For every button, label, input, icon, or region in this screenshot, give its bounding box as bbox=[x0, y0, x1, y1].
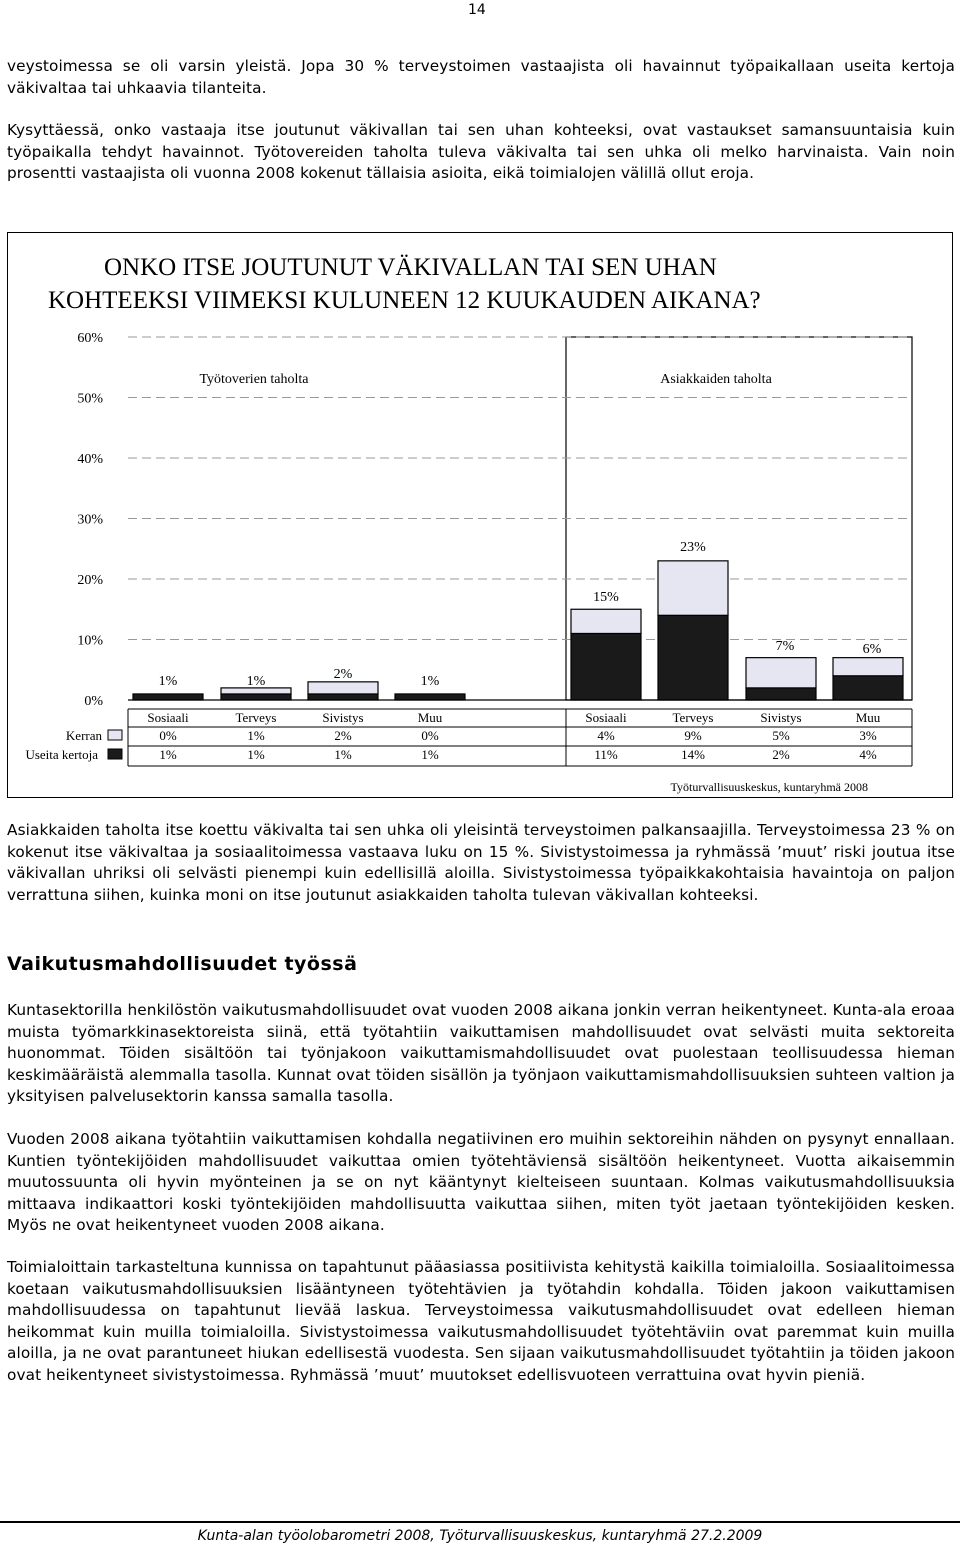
paragraph-2: Kysyttäessä, onko vastaaja itse joutunut väkivallan tai sen uhan kohteeksi, ovat vastaukset samansuuntaisia kuin työpaikalla tehdyt havainnot. Työtovereiden taholta tuleva väkivalta tai sen uhka oli melko harvinaista. Vain noin prosentti vastaajista oli vuonna 2008 kokenut tällaisia asioita, eikä toimialojen välillä ollut eroja. bbox=[7, 121, 955, 183]
bar-total-label: 1% bbox=[246, 674, 266, 689]
bar-kerran bbox=[308, 682, 378, 694]
bar-kerran bbox=[833, 658, 903, 676]
category-label: Sosiaali bbox=[585, 710, 627, 725]
y-tick-label: 50% bbox=[77, 391, 103, 407]
table-cell-kerran: 9% bbox=[684, 728, 702, 743]
table-cell-useita: 11% bbox=[594, 747, 618, 762]
y-tick-label: 20% bbox=[77, 573, 103, 588]
bar-useita bbox=[746, 688, 816, 700]
table-cell-useita: 1% bbox=[159, 747, 177, 762]
bar-kerran bbox=[746, 658, 816, 688]
y-tick-label: 30% bbox=[77, 512, 103, 528]
category-label: Terveys bbox=[672, 710, 714, 725]
table-cell-kerran: 0% bbox=[421, 728, 439, 743]
table-cell-useita: 4% bbox=[859, 747, 877, 762]
category-label: Muu bbox=[855, 710, 881, 725]
footer-rule bbox=[0, 1521, 960, 1523]
table-cell-kerran: 4% bbox=[597, 728, 615, 743]
category-label: Sosiaali bbox=[147, 710, 189, 725]
bar-useita bbox=[133, 694, 203, 700]
bar-kerran bbox=[571, 609, 641, 633]
chart-title-line-2: KOHTEEKSI VIIMEKSI KULUNEEN 12 KUUKAUDEN AIKANA? bbox=[48, 287, 761, 314]
category-label: Muu bbox=[417, 710, 443, 725]
bar-total-label: 2% bbox=[333, 667, 353, 682]
chart-container bbox=[7, 232, 953, 798]
bar-useita bbox=[395, 694, 465, 700]
y-tick-label: 10% bbox=[77, 633, 103, 649]
table-cell-useita: 1% bbox=[247, 747, 265, 762]
legend-label-useita: Useita kertoja bbox=[25, 747, 98, 762]
bar-useita bbox=[221, 694, 291, 700]
bar-total-label: 6% bbox=[862, 642, 882, 657]
table-cell-kerran: 5% bbox=[772, 728, 790, 743]
footer: Kunta-alan työolobarometri 2008, Työturvallisuuskeskus, kuntaryhmä 27.2.2009 bbox=[197, 1528, 763, 1544]
table-cell-useita: 14% bbox=[681, 747, 705, 762]
bar-total-label: 15% bbox=[593, 590, 619, 605]
paragraph-4: Kuntasektorilla henkilöstön vaikutusmahdollisuudet ovat vuoden 2008 aikana jonkin verran heikentyneet. Kunta-ala eroaa muista työmarkkinasektoreista siinä, että työtahtiin vaikuttamisen mahdollisuudet ovat selvästi muita sektoreita huonommat. Töiden sisältöön tai työnjakoon vaikuttamismahdollisuudet ovat puolestaan teollisuudessa hieman keskimääräistä alemmalla tasolla. Kunnat ovat töiden sisällön ja työnjaon vaikuttamismahdollisuuksien suhteen valtion ja yksityisen palvelusektorin kanssa samalla tasolla. bbox=[7, 1001, 956, 1106]
chart-title-line-1: ONKO ITSE JOUTUNUT VÄKIVALLAN TAI SEN UHAN bbox=[104, 254, 717, 281]
y-tick-label: 40% bbox=[77, 452, 103, 467]
bar-total-label: 23% bbox=[680, 540, 706, 555]
bar-total-label: 1% bbox=[158, 674, 178, 689]
paragraph-1: veystoimessa se oli varsin yleistä. Jopa 30 % terveystoimen vastaajista oli havainnut työpaikallaan useita kertoja väkivaltaa tai uhkaavia tilanteita. bbox=[7, 57, 955, 97]
violence-chart bbox=[8, 233, 954, 799]
legend-swatch-kerran bbox=[108, 730, 122, 740]
bar-total-label: 7% bbox=[775, 639, 795, 654]
category-label: Sivistys bbox=[322, 710, 364, 725]
section-heading: Vaikutusmahdollisuudet työssä bbox=[7, 953, 358, 975]
table-cell-useita: 1% bbox=[334, 747, 352, 762]
table-cell-useita: 1% bbox=[421, 747, 439, 762]
bar-kerran bbox=[658, 561, 728, 615]
legend-label-kerran: Kerran bbox=[65, 728, 102, 743]
category-label: Terveys bbox=[235, 710, 277, 725]
group-label: Asiakkaiden taholta bbox=[660, 372, 772, 387]
table-cell-kerran: 3% bbox=[859, 728, 877, 743]
group-label: Työtoverien taholta bbox=[199, 372, 309, 387]
table-cell-kerran: 1% bbox=[247, 728, 265, 743]
y-tick-label: 0% bbox=[84, 694, 103, 709]
paragraph-6: Toimialoittain tarkasteltuna kunnissa on tapahtunut pääasiassa positiivista kehitystä kaikilla toimialoilla. Sosiaalitoimessa koetaan vaikutusmahdollisuuksien lisääntyneen työtehtävien ja työtahdin kohdalla. Töiden jakoon vaikuttamisen mahdollisuudessa on tapahtunut lievää laskua. Terveystoimessa vaikutusmahdollisuudet ovat edelleen hieman heikommat kuin muilla toimialoilla. Sivistystoimessa vaikutusmahdollisuudet työtehtäviin ovat paremmat kuin muilla aloilla, ja ne ovat parantuneet hiukan edellisestä vuodesta. Sen sijaan vaikutusmahdollisuudet työtahtiin ja töiden jakoon ovat heikentyneet sivistystoimessa. Ryhmässä ’muut’ muutokset edellisvuoteen verrattuina ovat hyvin pieniä. bbox=[7, 1258, 955, 1384]
chart-source: Työturvallisuuskeskus, kuntaryhmä 2008 bbox=[670, 780, 868, 794]
bar-useita bbox=[658, 615, 728, 700]
table-cell-kerran: 2% bbox=[334, 728, 352, 743]
bar-total-label: 1% bbox=[420, 674, 440, 689]
y-tick-label: 60% bbox=[77, 331, 103, 346]
table-cell-useita: 2% bbox=[772, 747, 790, 762]
paragraph-3: Asiakkaiden taholta itse koettu väkivalta tai sen uhka oli yleisintä terveystoimen palkansaajilla. Terveystoimessa 23 % on kokenut itse väkivaltaa ja sosiaalitoimessa vastaava luku on 15 %. Sivistystoimessa ja ryhmässä ’muut’ riski joutua itse väkivallan uhriksi oli selvästi pienempi kuin edellisillä aloilla. Sivistystoimessa työpaikkakohtaisia havaintoja on paljon verrattuna siihen, kuinka moni on itse joutunut asiakkaiden taholta tulevan väkivallan kohteeksi. bbox=[7, 821, 955, 904]
paragraph-5: Vuoden 2008 aikana työtahtiin vaikuttamisen kohdalla negatiivinen ero muihin sektoreihin nähden on pysynyt ennallaan. Kuntien työntekijöiden mahdollisuudet vaikuttaa omien työtehtäviensä sisältöön heikentyneet. Vuotta aikaisemmin muutossuunta oli hyvin myönteinen ja se on nyt kääntynyt kielteiseen suuntaan. Kolmas vaikutusmahdollisuuksia mittaava indikaattori koski työntekijöiden mahdollisuutta vaikuttaa siihen, miten työt jaetaan työntekijöiden kesken. Myös ne ovat heikentyneet vuoden 2008 aikana. bbox=[7, 1130, 955, 1235]
legend-swatch-useita bbox=[108, 749, 122, 759]
bar-useita bbox=[833, 676, 903, 700]
table-cell-kerran: 0% bbox=[159, 728, 177, 743]
page-number: 14 bbox=[468, 2, 486, 18]
bar-useita bbox=[308, 694, 378, 700]
category-label: Sivistys bbox=[760, 710, 802, 725]
bar-useita bbox=[571, 633, 641, 700]
